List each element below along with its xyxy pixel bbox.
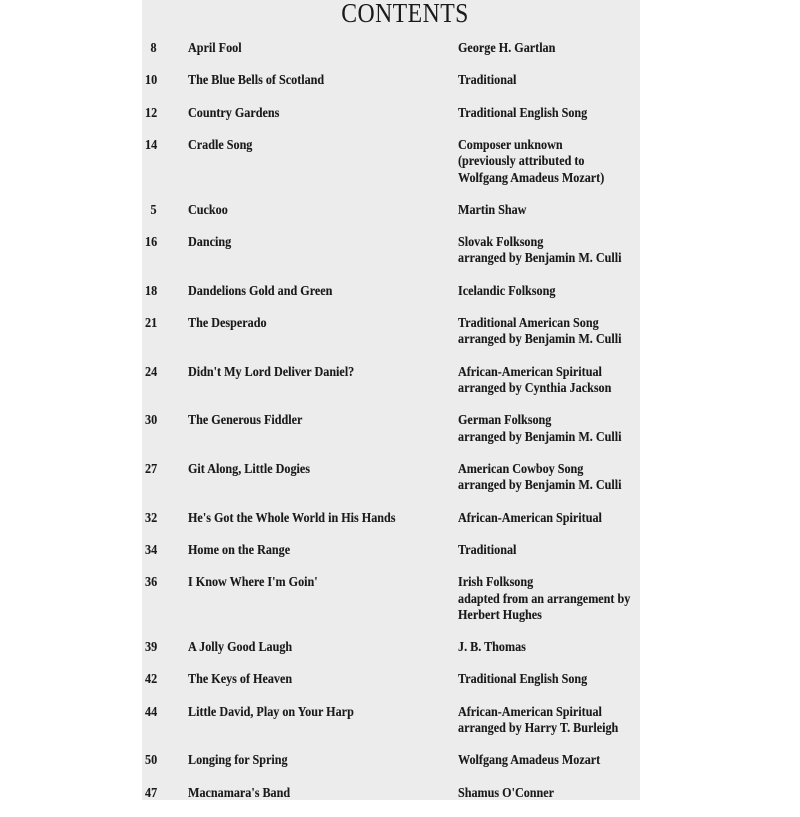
song-credit: [458, 704, 632, 736]
song-credit: [458, 283, 564, 299]
contents-entry: [0, 234, 800, 266]
page-number: 27: [144, 460, 157, 476]
title-text: CONTENTS: [341, 0, 469, 28]
contents-entry: [0, 283, 800, 299]
contents-entry: [0, 105, 800, 121]
contents-entry: [0, 315, 800, 347]
page-number: 50: [144, 752, 157, 768]
credit-line: Composer unknown: [458, 137, 563, 153]
contents-entry: [0, 574, 800, 623]
song-credit: [458, 785, 562, 801]
credit-line: Traditional English Song: [458, 671, 588, 687]
page-number: 42: [144, 671, 157, 687]
song-credit: [458, 412, 636, 444]
song-title: Git Along, Little Dogies: [188, 460, 311, 476]
page-number: 32: [144, 509, 157, 525]
song-credit: [458, 671, 598, 687]
song-credit: [458, 639, 532, 655]
contents-entry: [0, 137, 800, 186]
song-credit: [458, 574, 645, 623]
song-credit: [458, 752, 613, 768]
credit-line: arranged by Benjamin M. Culli: [458, 477, 622, 493]
credit-line: (previously attributed to: [458, 153, 585, 169]
credit-line: Shamus O'Conner: [458, 784, 555, 800]
credit-line: African-American Spiritual: [458, 703, 602, 719]
song-credit: [458, 234, 636, 266]
credit-line: African-American Spiritual: [458, 509, 602, 525]
song-credit: [458, 315, 636, 347]
song-credit: [458, 105, 598, 121]
contents-list: [0, 40, 800, 817]
credit-line: Wolfgang Amadeus Mozart: [458, 752, 601, 768]
credit-line: American Cowboy Song: [458, 460, 584, 476]
credit-line: arranged by Benjamin M. Culli: [458, 428, 622, 444]
song-title: Little David, Play on Your Harp: [188, 703, 354, 719]
page-title: [49, 0, 753, 29]
credit-line: arranged by Benjamin M. Culli: [458, 250, 622, 266]
song-credit: [458, 202, 532, 218]
contents-entry: [0, 704, 800, 736]
song-title: Macnamara's Band: [188, 784, 291, 800]
credit-line: Traditional American Song: [458, 315, 599, 331]
page-number: 14: [144, 137, 157, 153]
song-title: Longing for Spring: [188, 752, 288, 768]
credit-line: J. B. Thomas: [458, 639, 526, 655]
song-title: He's Got the Whole World in His Hands: [188, 509, 396, 525]
credit-line: Martin Shaw: [458, 201, 527, 217]
credit-line: Traditional: [458, 541, 517, 557]
page-number: 39: [144, 639, 157, 655]
contents-entry: [0, 542, 800, 558]
song-credit: [458, 40, 564, 56]
contents-entry: [0, 412, 800, 444]
song-title: Dandelions Gold and Green: [188, 282, 333, 298]
credit-line: arranged by Benjamin M. Culli: [458, 331, 622, 347]
song-title: The Desperado: [188, 315, 267, 331]
credit-line: Icelandic Folksong: [458, 282, 556, 298]
credit-line: African-American Spiritual: [458, 363, 602, 379]
contents-entry: [0, 72, 800, 88]
page-number: 10: [144, 72, 157, 88]
page-number: 12: [144, 104, 157, 120]
page-number: 34: [144, 541, 157, 557]
song-title: Didn't My Lord Deliver Daniel?: [188, 363, 355, 379]
credit-line: German Folksong: [458, 412, 552, 428]
contents-entry: [0, 461, 800, 493]
page-number: 36: [144, 574, 157, 590]
song-title: Dancing: [188, 234, 232, 250]
song-credit: [458, 542, 522, 558]
page-number: 8: [150, 40, 157, 55]
song-credit: [458, 72, 522, 88]
contents-entry: [0, 510, 800, 526]
credit-line: George H. Gartlan: [458, 40, 556, 55]
song-credit: [458, 137, 617, 186]
song-title: A Jolly Good Laugh: [188, 639, 293, 655]
song-title: April Fool: [188, 40, 242, 55]
page-number: 44: [144, 703, 157, 719]
song-title: I Know Where I'm Goin': [188, 574, 318, 590]
credit-line: Traditional English Song: [458, 104, 588, 120]
credit-line: Herbert Hughes: [458, 606, 542, 622]
credit-line: Wolfgang Amadeus Mozart): [458, 169, 605, 185]
song-title: Country Gardens: [188, 104, 280, 120]
contents-entry: [0, 752, 800, 768]
page-number: 18: [144, 282, 157, 298]
page-number: 30: [144, 412, 157, 428]
page-number: 24: [144, 363, 157, 379]
song-title: The Keys of Heaven: [188, 671, 293, 687]
contents-entry: [0, 639, 800, 655]
song-title: Cradle Song: [188, 137, 253, 153]
song-title: The Generous Fiddler: [188, 412, 303, 428]
contents-entry: [0, 671, 800, 687]
song-title: Home on the Range: [188, 541, 291, 557]
credit-line: Traditional: [458, 72, 517, 88]
song-credit: [458, 364, 625, 396]
song-credit: [458, 510, 614, 526]
song-title: The Blue Bells of Scotland: [188, 72, 325, 88]
page-number: 21: [144, 315, 157, 331]
contents-entry: [0, 785, 800, 801]
page-number: 47: [144, 784, 157, 800]
contents-entry: [0, 364, 800, 396]
contents-entry: [0, 40, 800, 56]
credit-line: Irish Folksong: [458, 574, 534, 590]
page-number: 16: [144, 234, 157, 250]
credit-line: adapted from an arrangement by: [458, 590, 631, 606]
song-credit: [458, 461, 636, 493]
contents-entry: [0, 202, 800, 218]
credit-line: Slovak Folksong: [458, 234, 544, 250]
song-title: Cuckoo: [188, 201, 228, 217]
credit-line: arranged by Harry T. Burleigh: [458, 720, 619, 736]
page-number: 5: [150, 201, 157, 217]
credit-line: arranged by Cynthia Jackson: [458, 380, 612, 396]
